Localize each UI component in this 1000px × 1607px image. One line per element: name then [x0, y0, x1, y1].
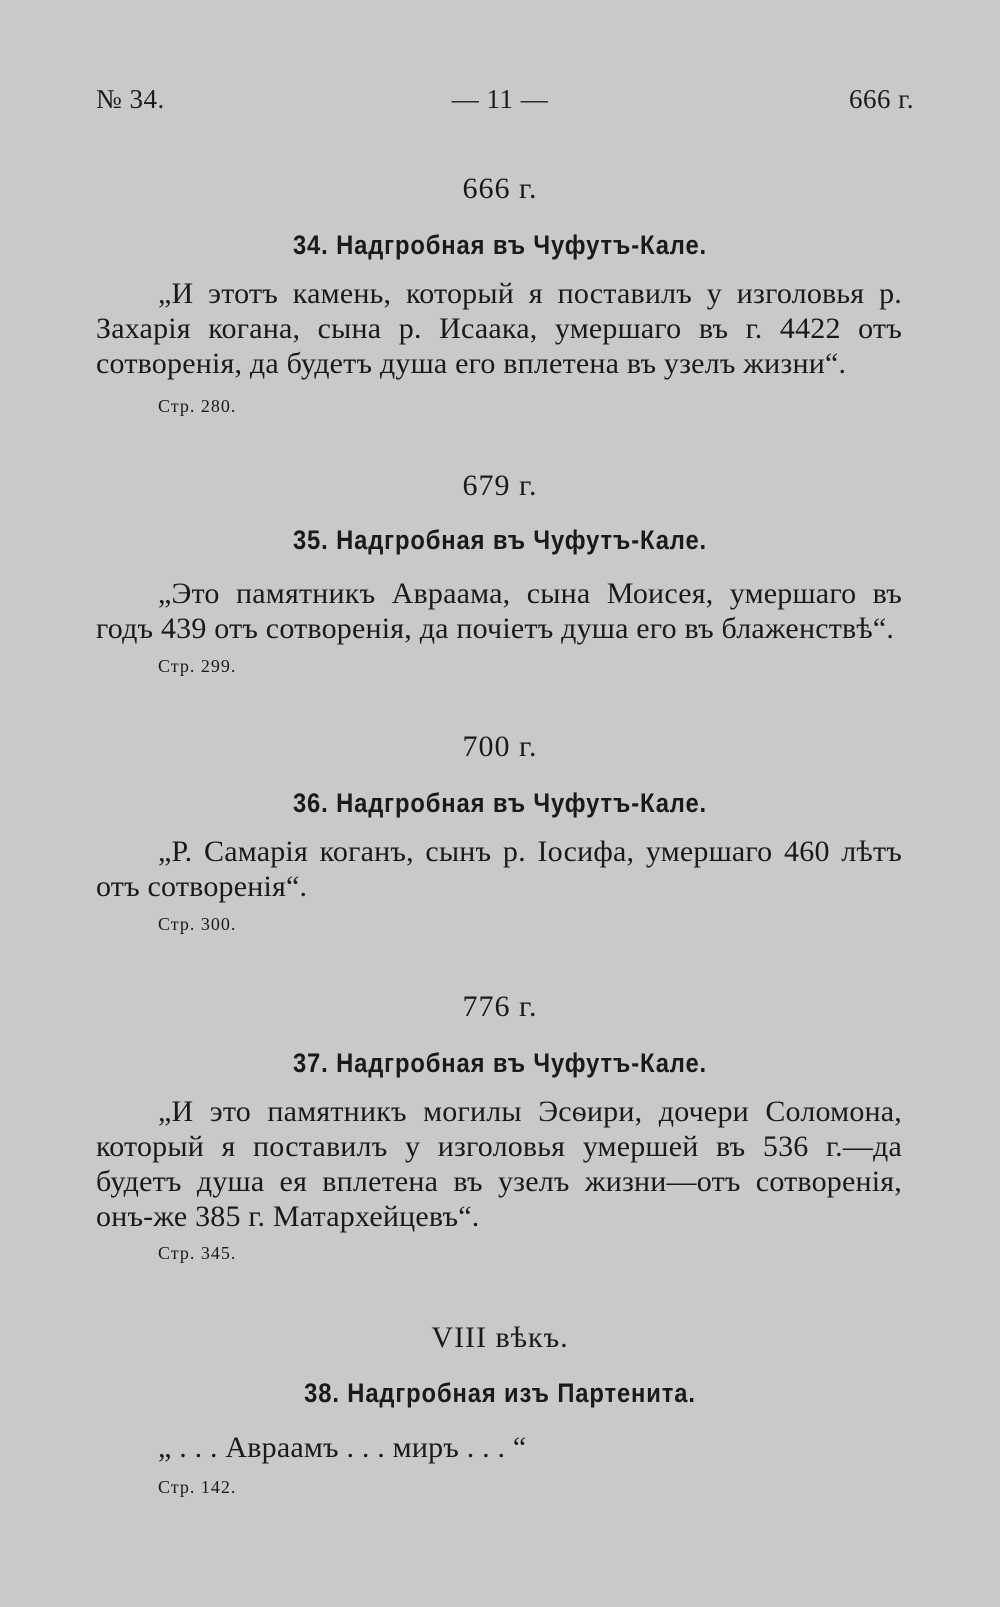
entry-page-reference: Стр. 280.	[158, 396, 237, 416]
entry-page-reference: Стр. 299.	[158, 656, 237, 676]
page-number: — 11 —	[451, 84, 549, 114]
entry-heading: 34. Надгробная въ Чуфутъ-Кале.	[292, 230, 708, 260]
entry-text: „Это памятникъ Авраама, сына Моисея, умершаго въ годъ 439 отъ сотворенія, да почіетъ душа его въ блаженствѣ“.	[96, 577, 902, 645]
entry-text: „ . . . Авраамъ . . . миръ . . . “	[158, 1431, 527, 1464]
entry-text: „И это памятникъ могилы Эсѳири, дочери Соломона, который я поставилъ у изголовья умершей въ 536 г.—да будетъ душа ея вплетена въ узелъ жизни—отъ сотворенія, онъ-же 385 г. Матархейцевъ“.	[96, 1095, 902, 1233]
entry-text: „И этотъ камень, который я поставилъ у изголовья р. Захарія когана, сына р. Исаака, умершаго въ г. 4422 отъ сотворенія, да будетъ душа его вплетена въ узелъ жизни“.	[96, 277, 902, 380]
entry-year: 776 г.	[462, 990, 538, 1023]
entry-heading: 36. Надгробная въ Чуфутъ-Кале.	[292, 788, 708, 818]
entry-heading: 35. Надгробная въ Чуфутъ-Кале.	[292, 525, 708, 555]
entry-page-reference: Стр. 300.	[158, 914, 237, 934]
entry-heading: 37. Надгробная въ Чуфутъ-Кале.	[292, 1048, 708, 1078]
entry-text: „Р. Самарія коганъ, сынъ р. Іосифа, умершаго 460 лѣтъ отъ сотворенія“.	[96, 835, 902, 903]
entry-heading: 38. Надгробная изъ Партенита.	[304, 1378, 696, 1408]
entry-page-reference: Стр. 142.	[158, 1477, 237, 1497]
entry-year: 679 г.	[462, 469, 538, 502]
entry-year: 700 г.	[462, 730, 538, 763]
entry-year: 666 г.	[462, 172, 538, 205]
entry-page-reference: Стр. 345.	[158, 1243, 237, 1263]
century-heading: VIII вѣкъ.	[431, 1321, 569, 1354]
running-head-year: 666 г.	[848, 84, 914, 114]
running-head-number: № 34.	[96, 84, 165, 114]
